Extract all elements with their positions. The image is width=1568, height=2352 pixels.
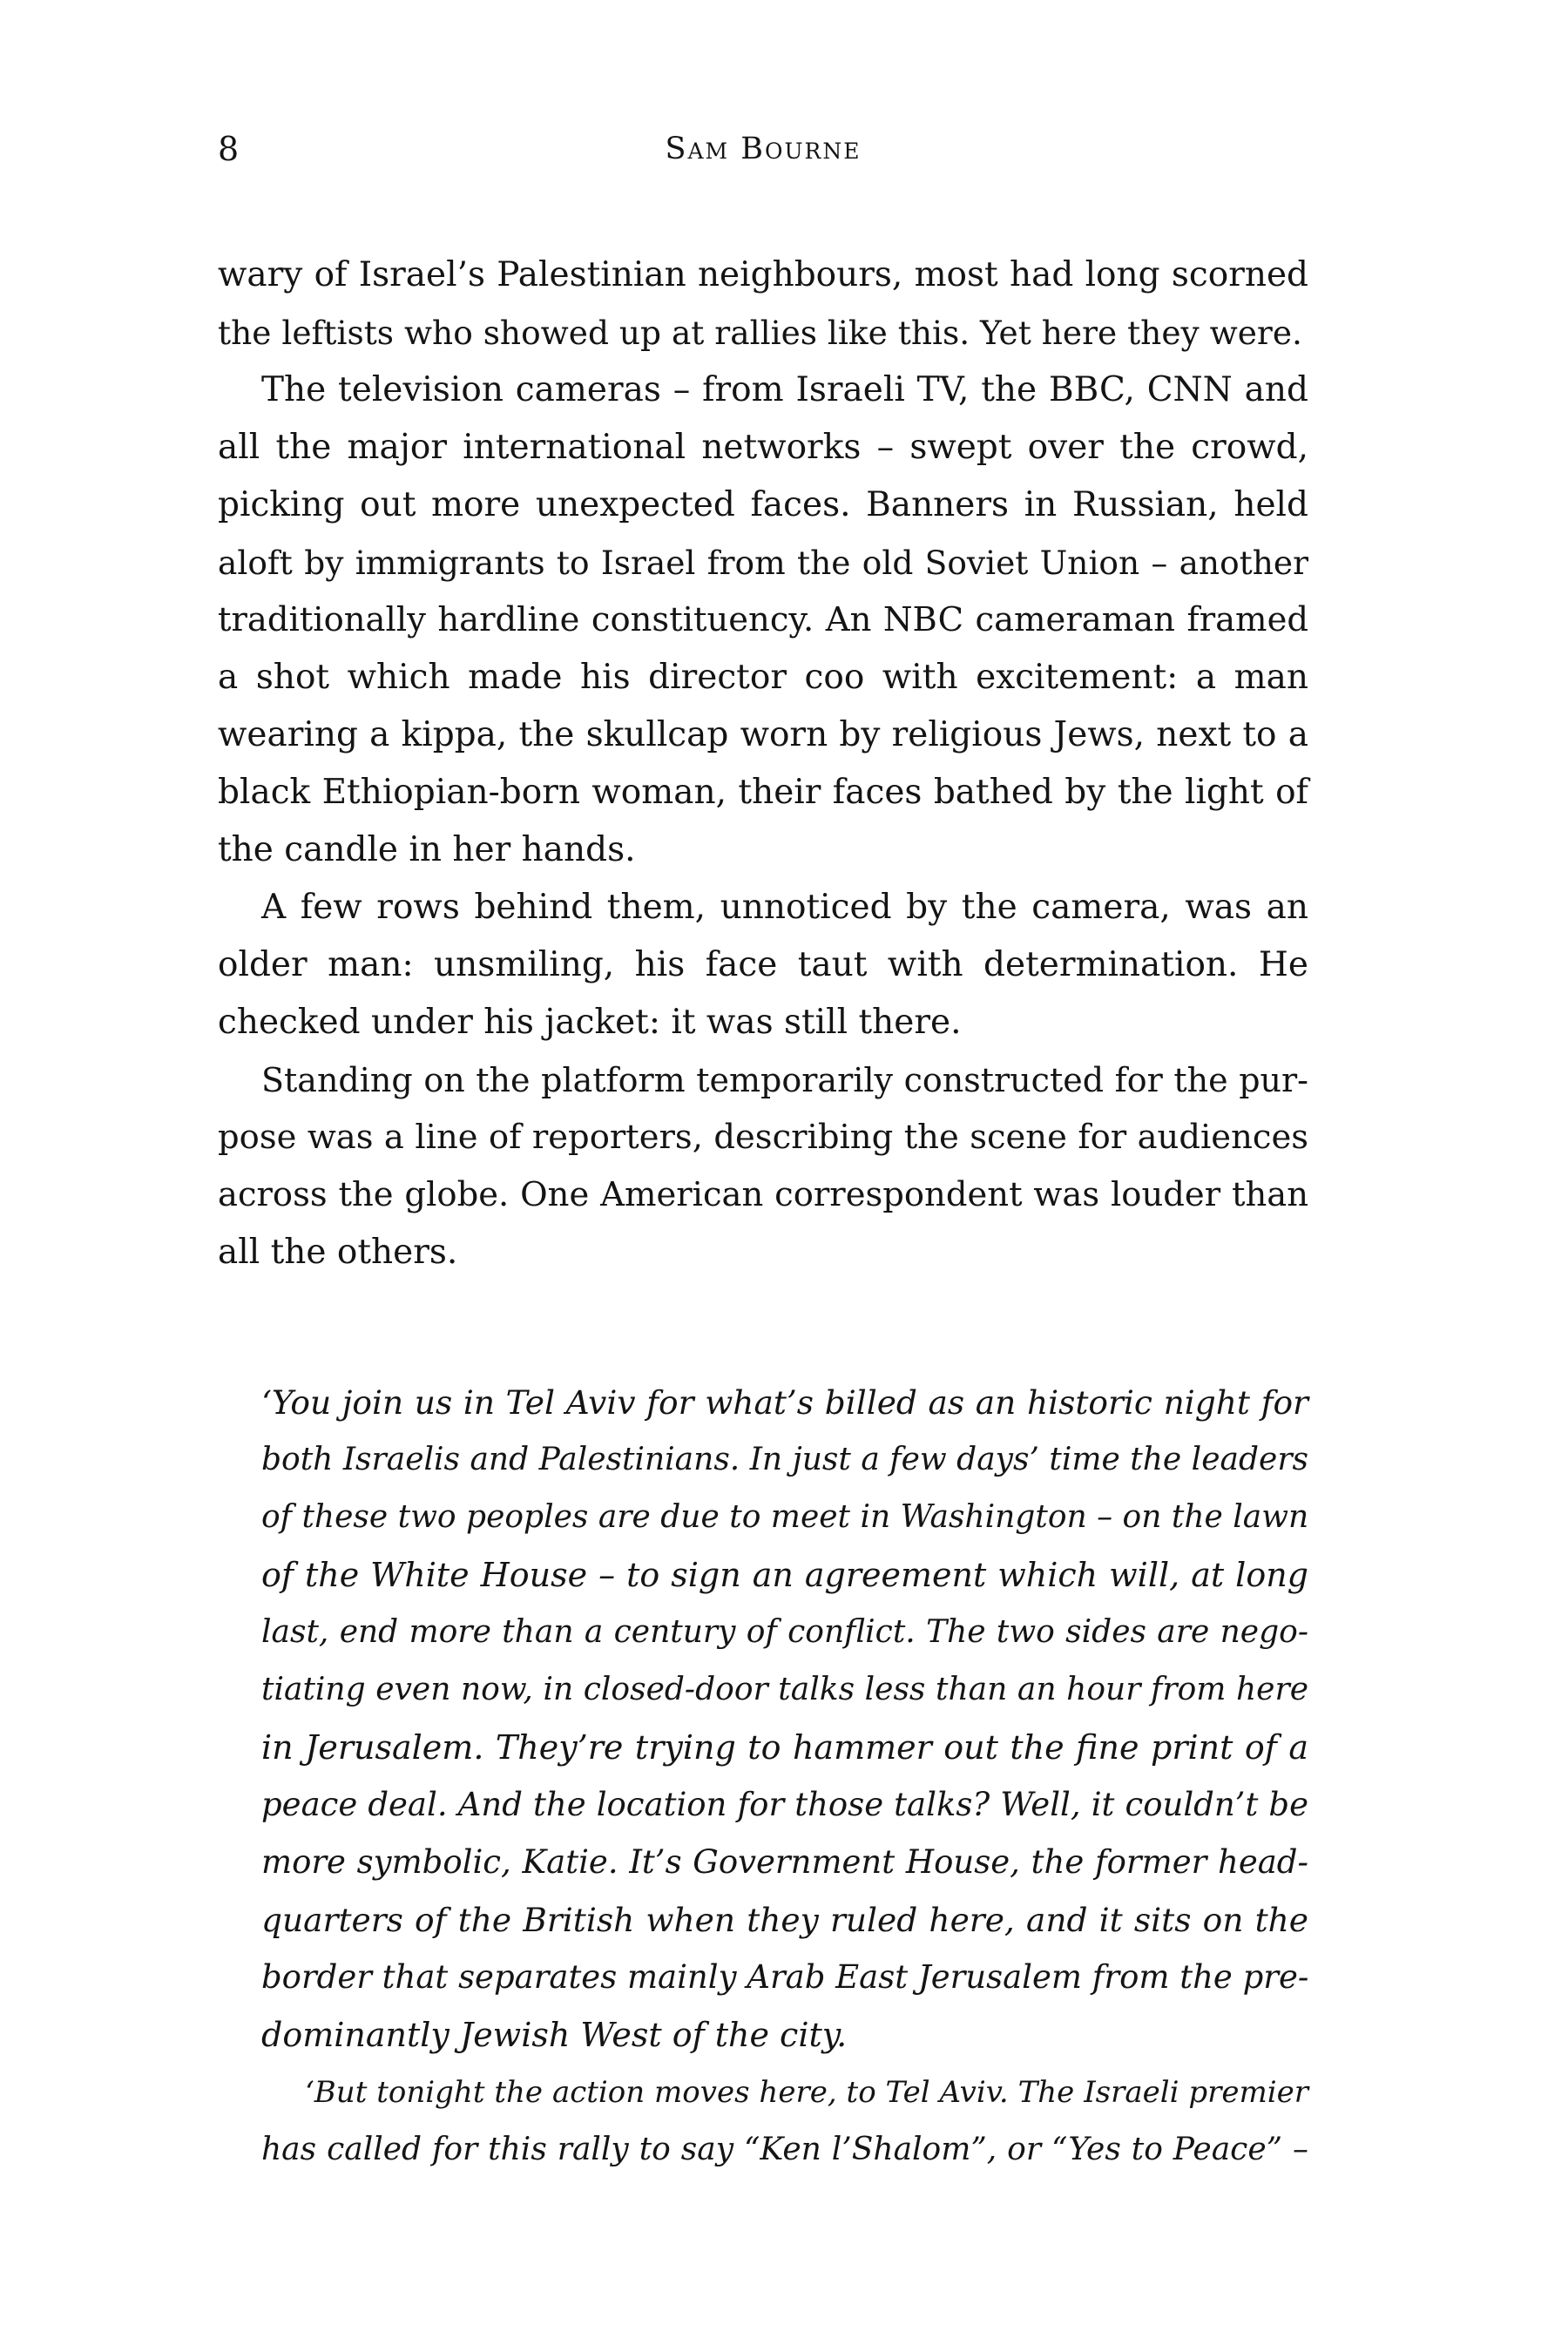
quote-line: dominantly Jewish West of the city.	[261, 2016, 848, 2054]
broadcast-quote	[218, 1374, 1308, 2179]
quote-line: last, end more than a century of conflict. The two sides are nego-	[261, 1614, 1308, 1650]
text-line: black Ethiopian-born woman, their faces bathed by the light of	[218, 773, 1308, 812]
quote-line: in Jerusalem. They’re trying to hammer out the fine print of a	[261, 1728, 1308, 1767]
text-line: a shot which made his director coo with excitement: a man	[218, 658, 1308, 697]
quote-line: tiating even now, in closed-door talks less than an hour from here	[261, 1672, 1308, 1707]
quote-line: both Israelis and Palestinians. In just a few days’ time the leaders	[261, 1442, 1308, 1477]
text-line: checked under his jacket: it was still there.	[218, 1003, 962, 1042]
quote-paragraph-2	[261, 2064, 1308, 2179]
quote-line: more symbolic, Katie. It’s Government House, the former head-	[261, 1843, 1308, 1881]
text-line: traditionally hardline constituency. An NBC cameraman framed	[218, 600, 1308, 639]
text-line: older man: unsmiling, his face taut with determination. He	[218, 945, 1308, 984]
body-text	[218, 247, 1308, 2179]
quote-line: border that separates mainly Arab East Jerusalem from the pre-	[261, 1958, 1309, 1996]
text-line: all the major international networks – swept over the crowd,	[218, 428, 1308, 467]
text-line: pose was a line of reporters, describing the scene for audiences	[218, 1118, 1308, 1157]
text-line: wary of Israel’s Palestinian neighbours, most had long scorned	[218, 255, 1308, 294]
text-line: across the globe. One American correspondent was louder than	[218, 1175, 1308, 1214]
narrative-paragraph-1	[218, 247, 1308, 362]
text-line: the candle in her hands.	[218, 830, 636, 869]
text-line: the leftists who showed up at rallies like this. Yet here they were.	[218, 314, 1302, 352]
text-line: aloft by immigrants to Israel from the old Soviet Union – another	[218, 544, 1308, 582]
text-line: The television cameras – from Israeli TV, the BBC, CNN and	[261, 370, 1308, 409]
quote-line: ‘But tonight the action moves here, to Tel Aviv. The Israeli premier	[305, 2075, 1308, 2110]
text-line: picking out more unexpected faces. Banners in Russian, held	[218, 485, 1308, 524]
narrative-paragraph-3	[218, 879, 1308, 1051]
quote-line: ‘You join us in Tel Aviv for what’s billed as an historic night for	[261, 1383, 1308, 1422]
text-line: all the others.	[218, 1233, 458, 1272]
quote-line: of the White House – to sign an agreement which will, at long	[261, 1556, 1308, 1594]
text-line: wearing a kippa, the skullcap worn by religious Jews, next to a	[218, 715, 1308, 754]
narrative-paragraph-2	[218, 362, 1308, 879]
running-head-author: Sam Bourne	[665, 132, 862, 166]
text-line: Standing on the platform temporarily constructed for the pur-	[261, 1061, 1308, 1099]
text-line: A few rows behind them, unnoticed by the camera, was an	[261, 888, 1308, 927]
quote-line: quarters of the British when they ruled here, and it sits on the	[261, 1901, 1308, 1939]
quote-line: has called for this rally to say “Ken l’Shalom”, or “Yes to Peace” –	[261, 2132, 1308, 2167]
section-gap	[218, 1281, 1308, 1374]
page-number: 8	[218, 130, 240, 168]
running-head	[218, 127, 1308, 179]
quote-line: peace deal. And the location for those talks? Well, it couldn’t be	[261, 1786, 1308, 1823]
quote-paragraph-1	[261, 1374, 1308, 2064]
narrative-paragraph-4	[218, 1051, 1308, 1281]
quote-line: of these two peoples are due to meet in Washington – on the lawn	[261, 1499, 1309, 1535]
